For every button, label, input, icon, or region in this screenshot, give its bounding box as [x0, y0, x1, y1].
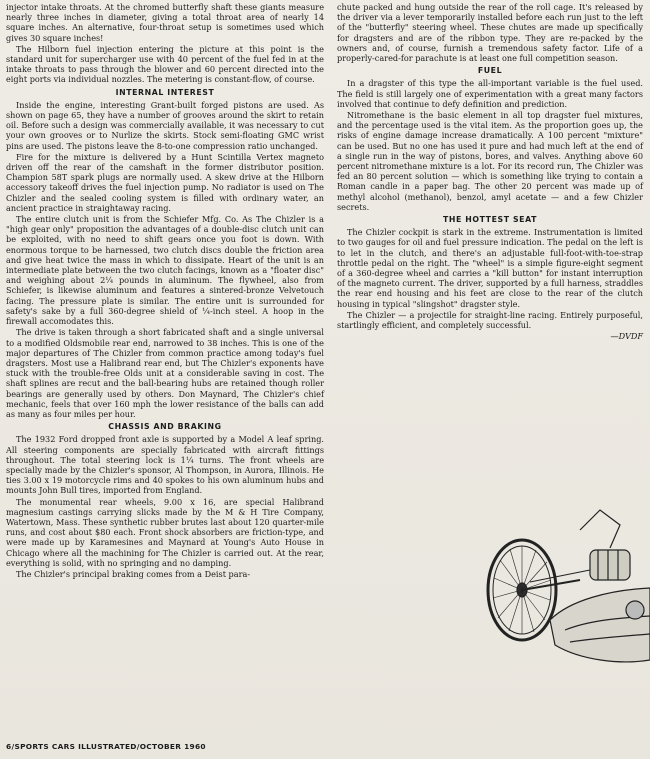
paragraph: The drive is taken through a short fabricated shaft and a single universal to a modified Oldsmobile rear end, narrowed to 38 inches. This is one of the major departures of The Chizler from common practice among today's fuel dragsters. Most use a Halibrand rear end, but The Chizler's exponents have stuck with the trouble-free Olds unit at a considerable saving in cost. The shaft splines are recut and the ball-bearing hubs are retained though roller bearings are generally used by others. Don Maynard, The Chizler's chief mechanic, feels that over 160 mph the lower resistance of the balls can add as many as four miles per hour. — [6, 327, 324, 419]
section-heading: THE HOTTEST SEAT — [442, 215, 538, 225]
paragraph: injector intake throats. At the chromed butterfly shaft these giants measure nearly three inches in diameter, giving a total throat area of nearly 14 square inches. An alternative, four-throat setup is sometimes used which gives 30 square inches! — [6, 2, 324, 43]
section-heading: INTERNAL INTEREST — [115, 87, 215, 97]
paragraph: The Chizler cockpit is stark in the extreme. Instrumentation is limited to two gauges for oil and fuel pressure indication. The pedal on the left is to let in the clutch, and there's an adjustable full-foot-with-toe-strap throttle pedal on the right. The "wheel" is a simple figure-eight segment of a 360-degree wheel and carries a "kill button" for instant interruption of the magneto current. The driver, supported by a full harness, straddles the rear end housing and his feet are close to the rear of the clutch housing in typical "slingshot" dragster style. — [337, 227, 643, 309]
page-footer: 6/SPORTS CARS ILLUSTRATED/OCTOBER 1960 — [6, 742, 206, 751]
paragraph: The 1932 Ford dropped front axle is supported by a Model A leaf spring. All steering components are specially fabricated with aircraft fittings throughout. The total steering lock is 1¼ turns. The front wheels are specially made by the Chizler's sponsor, Al Thompson, in Aurora, Illinois. He ties 3.00 x 19 motorcycle rims and 40 spokes to his own aluminum hubs and mounts John Bull tires, imported from England. — [6, 434, 324, 496]
author-signature: —DVDF — [610, 331, 643, 342]
paragraph: The monumental rear wheels, 9.00 x 16, are special Halibrand magnesium castings carrying slicks made by the M & H Tire Company, Watertown, Mass. These synthetic rubber brutes last about 120 quarter-mile runs, and cost about $80 each. Front shock absorbers are friction-type, and were made up by Karamesines and Maynard at Young's Auto House in Chicago where all the machining for The Chizler is carried out. At the rear, everything is solid, with no springing and no damping. — [6, 496, 324, 568]
paragraph: Inside the engine, interesting Grant-built forged pistons are used. As shown on page 65, they have a number of grooves around the skirt to retain oil. Before such a design was commercially available, it was necessary to cut your own grooves or to Nurlize the skirts. Stock semi-floating GMC wrist pins are used. The pistons leave the 8-to-one compression ratio unchanged. — [6, 99, 324, 151]
paragraph: Nitromethane is the basic element in all top dragster fuel mixtures, and the percentage used is the vital item. As the proportion goes up, the risks of engine damage increase dramatically. A 100 percent "mixture" can be used. But no one has used it pure and had much left at the end of a single run in the way of pistons, bores, and valves. Anything above 60 percent nitromethane mixture is a lot. For its record run, The Chizler was fed an 80 percent solution — which is something like trying to contain a Roman candle in a paper bag. The other 20 percent was made up of methyl alcohol (methanol), benzol, amyl acetate — and a few Chizler secrets. — [337, 110, 643, 212]
paragraph: The Hilborn fuel injection entering the picture at this point is the standard unit for supercharger use with 40 percent of the fuel fed in at the intake throats to pass through the blower and 60 percent directed into the eight ports via individual nozzles. The metering is constant-flow, of course. — [6, 43, 324, 85]
paragraph: The Chizler — a projectile for straight-line racing. Entirely purposeful, startlingly efficient, and completely successful. — [337, 309, 643, 331]
dragster-wheel-illustration — [470, 470, 650, 759]
section-heading: CHASSIS AND BRAKING — [108, 422, 222, 432]
paragraph: In a dragster of this type the all-important variable is the fuel used. The field is still largely one of experimentation with a great many factors involved that continue to defy definition and prediction. — [337, 78, 643, 109]
paragraph: The Chizler's principal braking comes from a Deist para- — [16, 568, 251, 579]
paragraph: chute packed and hung outside the rear of the roll cage. It's released by the driver via a lever temporarily installed before each run just to the left of the "butterfly" steering wheel. These chutes are made up specifically for dragsters and are of the ribbon type. They are re-packed by the owners and, of course, furnish a tremendous safety factor. Life of a properly-cared-for parachute is at least one full competition season. — [337, 2, 643, 64]
left-column — [6, 2, 324, 580]
paragraph: Fire for the mixture is delivered by a Hunt Scintilla Vertex magneto driven off the rear of the camshaft in the former distributor position. Champion 58T spark plugs are normally used. A skew drive at the Hilborn accessory takeoff drives the fuel injection pump. No radiator is used on The Chizler and the sealed cooling system is filled with ordinary water, an ancient practice in straightaway racing. — [6, 151, 324, 213]
paragraph: The entire clutch unit is from the Schiefer Mfg. Co. As The Chizler is a "high gear only" proposition the advantages of a double-disc clutch unit can be exploited, with no need to shift gears once you foot is down. With enormous torque to be harnessed, two clutch discs double the friction area and give heat twice the mass in which to dissipate. Heart of the unit is an intermediate plate between the two clutch facings, known as a "floater disc" and weighing about 2¼ pounds in aluminum. The flywheel, also from Schiefer, is likewise aluminum and features a sintered-bronze Velvetouch facing. The pressure plate is similar. The entire unit is surrounded for safety's sake by a full 360-degree shield of ¼-inch steel. A hoop in the firewall accomodates this. — [6, 214, 324, 327]
right-column — [337, 2, 643, 342]
section-heading: FUEL — [477, 66, 503, 76]
